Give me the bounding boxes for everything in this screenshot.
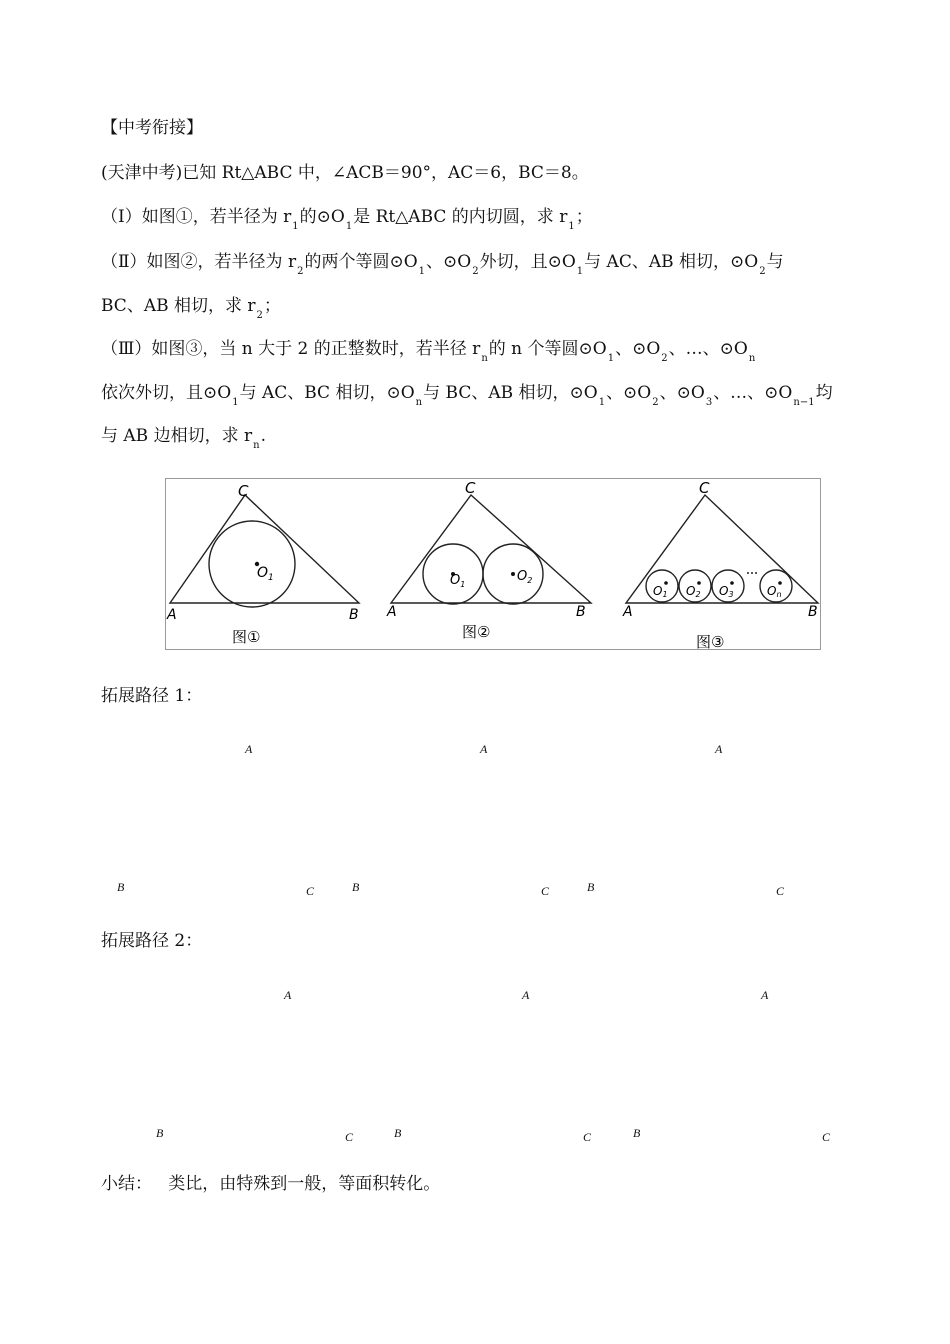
label-a-fig3: A [623, 604, 633, 620]
center-dot-3-n [778, 581, 782, 585]
problem-part-1: （Ⅰ）如图①，若半径为 $r_1$的$⊙O_1$是 Rt△ABC 的内切圆，求 $r_1$； [101, 207, 593, 232]
center-dot-2-2 [511, 572, 515, 576]
path1-label-b-2: B [352, 880, 360, 894]
label-o1-fig3: O1 [653, 584, 668, 599]
extension-path-1-label: 拓展路径 1： [101, 686, 203, 706]
label-b-fig1: B [349, 607, 359, 623]
extension-path-2-label: 拓展路径 2： [101, 931, 203, 951]
caption-fig3: 图③ [696, 633, 725, 651]
path2-label-b-3: B [633, 1126, 641, 1140]
path2-label-c-1: C [345, 1130, 354, 1144]
triangle-2 [391, 495, 591, 603]
label-a-fig1: A [167, 607, 177, 623]
label-a-fig2: A [387, 604, 397, 620]
label-o2-fig3: O2 [686, 584, 701, 599]
summary: 小结： 类比，由特殊到一般，等面积转化。 [101, 1174, 441, 1194]
figure-panel [165, 478, 821, 650]
figure-2 [391, 495, 591, 604]
incircle-1 [209, 521, 295, 607]
path2-label-c-3: C [822, 1130, 831, 1144]
label-c-fig3: C [699, 479, 710, 497]
problem-intro: (天津中考)已知 Rt△ABC 中，∠ACB＝90°，AC＝6，BC＝8。 [101, 163, 589, 183]
problem-part-2: （Ⅱ）如图②，若半径为 $r_2$的两个等圆$⊙O_1$、$⊙O_2$外切，且$⊙O_1$与 AC、AB 相切，$⊙O_2$与 [101, 252, 784, 277]
center-dot-3-1 [664, 581, 668, 585]
path2-label-a-2: A [522, 988, 530, 1002]
label-c-fig1: C [238, 482, 249, 500]
label-b-fig3: B [808, 604, 818, 620]
path1-label-a-1: A [245, 742, 253, 756]
label-on-fig3: On [767, 584, 782, 599]
path1-label-c-1: C [306, 884, 315, 898]
path2-label-c-2: C [583, 1130, 592, 1144]
label-o3-fig3: O3 [719, 584, 734, 599]
path2-label-a-3: A [761, 988, 769, 1002]
path1-label-b-1: B [117, 880, 125, 894]
path1-label-a-2: A [480, 742, 488, 756]
center-dot-3-3 [730, 581, 734, 585]
path2-label-b-2: B [394, 1126, 402, 1140]
path1-label-c-3: C [776, 884, 785, 898]
label-b-fig2: B [576, 604, 586, 620]
caption-fig2: 图② [462, 623, 491, 641]
path1-label-b-3: B [587, 880, 595, 894]
figure-drawing [166, 479, 822, 651]
section-heading: 【中考衔接】 [101, 118, 203, 138]
problem-part-3-end: 与 AB 边相切，求 $r_n$. [101, 426, 266, 451]
center-dot-3-2 [697, 581, 701, 585]
label-o2-fig2: $O_2$ [517, 569, 533, 585]
path1-label-c-2: C [541, 884, 550, 898]
path1-label-a-3: A [715, 742, 723, 756]
problem-part-3: （Ⅲ）如图③，当 n 大于 2 的正整数时，若半径 $r_n$的 n 个等圆$⊙O_1$、$⊙O_2$、…、$⊙O_n$ [101, 339, 756, 364]
problem-part-2-cont: BC、AB 相切，求 $r_2$； [101, 296, 281, 321]
label-c-fig2: C [465, 479, 476, 497]
path2-label-a-1: A [284, 988, 292, 1002]
problem-part-3-cont: 依次外切，且$⊙O_1$与 AC、BC 相切，$⊙O_n$与 BC、AB 相切，$⊙O_1$、$⊙O_2$、$⊙O_3$、…、$⊙O_{n-1}$均 [101, 383, 833, 408]
label-o1-fig2: $O_1$ [450, 573, 466, 589]
path2-label-b-1: B [156, 1126, 164, 1140]
triangle-1 [170, 495, 359, 603]
caption-fig1: 图① [232, 628, 261, 646]
figure-1 [170, 495, 359, 607]
label-o1-fig1: $O_1$ [257, 565, 274, 583]
